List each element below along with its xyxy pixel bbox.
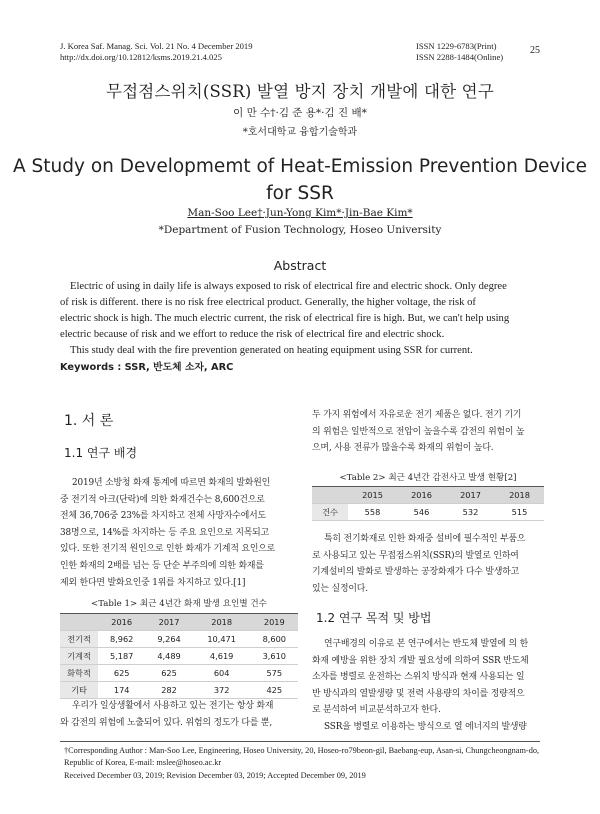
table-cell: 425 [251,682,298,699]
table-cell: 건수 [312,504,348,521]
table-cell: 515 [495,504,544,521]
page-number: 25 [530,45,540,56]
text-line: 특히 전기화재로 인한 화재중 설비에 필수적인 부품으 [324,534,526,544]
table-cell: 4,489 [145,648,192,665]
table-row [60,648,298,665]
table-header-row [312,487,544,504]
text-line: 있다. 또한 전기적 원인으로 인한 화재가 기계적 요인으로 [60,544,276,555]
table-cell: 2017 [145,614,192,631]
text-line: 중 전기적 아크(단락)에 의한 화재건수는 8,600건으로 [60,494,265,505]
text-line: 으며, 사용 전류가 많을수록 화재의 위험이 높다. [312,443,494,454]
table-header-row [60,614,298,631]
table-cell: 8,600 [251,631,298,648]
subsection-title-purpose: 1.2 연구 목적 및 방법 [316,611,432,625]
table-cell: 9,264 [145,631,192,648]
table-cell: 372 [193,682,251,699]
section-title-introduction: 1. 서 론 [64,413,114,429]
authors-english [0,207,600,219]
table-row [60,682,298,699]
text-line: 로 사용되고 있는 무접점스위치(SSR)의 발열로 인하여 [312,550,519,561]
title-english-line1: A Study on Developmemt of Heat-Emission Prevention Device [13,156,587,177]
table-cell: 604 [193,665,251,682]
abstract-heading: Abstract [273,258,327,273]
title-english-line2: for SSR [266,183,334,204]
table-cell: 기타 [60,682,98,699]
text-line: 38명으로, 14%를 차지하는 등 주요 요인으로 지목되고 [60,527,270,538]
table-cell: 2018 [495,487,544,504]
table2-caption: <Table 2> 최근 4년간 감전사고 발생 현황[2] [339,473,517,483]
table-cell: 532 [446,504,495,521]
right-paragraph-1 [312,407,544,457]
text-line: 기계설비의 발화로 발생하는 공장화재가 다수 발생하고 [312,567,520,578]
table-cell: 2015 [348,487,397,504]
table-cell: 174 [98,682,145,699]
table-cell: 575 [251,665,298,682]
table-cell: 2017 [446,487,495,504]
purpose-paragraph [312,636,544,736]
table-cell [312,487,348,504]
background-paragraph [60,475,298,591]
table-cell: 625 [145,665,192,682]
table-cell: 2016 [397,487,446,504]
abstract-line: Electric of using in daily life is always exposed to risk of electrical fire and electric shock. Only degree [70,281,507,292]
table-cell: 5,187 [98,648,145,665]
abstract-line: of risk is different. there is no risk free electrical product. Generally, the higher voltage, the risk of [60,297,476,308]
text-line: SSR을 병렬로 이용하는 방식으로 열 에너지의 발생량 [324,721,527,732]
abstract-line: electric shock is high. The much electric current, the risk of electrical fire is high. But, we can't help using [60,313,510,324]
footnote-dates: Received December 03, 2019; Revision December 03, 2019; Accepted December 09, 2019 [64,770,366,780]
abstract-line: electric because of risk and we effort to reduce the risk of electrical fire and electric shock. [60,329,445,340]
table-cell [60,614,98,631]
table-cell: 전기적 [60,631,98,648]
text-line: 반 방식과의 열발생량 및 전력 사용량의 차이를 정량적으 [312,688,525,699]
journal-citation: J. Korea Saf. Manag. Sci. Vol. 21 No. 4 December 2019 [60,41,253,51]
authors-english-text: Man-Soo Lee†·Jun-Yong Kim*·Jin-Bae Kim* [187,207,413,219]
table1-fire-causes [60,613,298,699]
table-cell: 2018 [193,614,251,631]
table-cell: 기계적 [60,648,98,665]
text-line: 로 분석하여 비교분석하고자 한다. [312,705,441,716]
text-line: 인한 화재의 2배를 넘는 등 단순 부주의에 의한 화재를 [60,560,264,571]
text-line: 소자를 병렬로 운전하는 스위치 방식과 현재 사용되는 일 [312,672,525,683]
table-cell: 625 [98,665,145,682]
doi-link[interactable]: http://dx.doi.org/10.12812/ksms.2019.21.4.025 [60,52,222,62]
table-cell: 4,619 [193,648,251,665]
table-row [60,665,298,682]
table-row [60,631,298,648]
table1-caption: <Table 1> 최근 4년간 화재 발생 요인별 건수 [91,599,267,609]
footnote-email: Republic of Korea, E-mail: mslee@hoseo.ac.kr [64,758,222,768]
table-cell: 3,610 [251,648,298,665]
footnote-divider [60,741,540,742]
table-cell: 화학적 [60,665,98,682]
table2-electric-shock [312,486,544,521]
table-cell: 10,471 [193,631,251,648]
table-row [312,504,544,521]
title-english [0,153,600,207]
text-line: 2019년 소방청 화재 통계에 따르면 화재의 발화원인 [72,478,271,488]
text-line: 의 위험은 일반적으로 전압이 높을수록 감전의 위험이 높 [312,426,525,437]
subsection-title-background: 1.1 연구 배경 [64,446,138,460]
authors-korean: 이 만 수†·김 준 용*·김 진 배* [233,107,367,119]
text-line: 화재 예방을 위한 장치 개발 필요성에 의하여 SSR 반도체 [312,655,529,666]
issn-print: ISSN 1229-6783(Print) [416,41,497,51]
text-line: 제외 한다면 발화요인중 1위를 차지하고 있다.[1] [60,577,246,588]
affiliation-korean: *호서대학교 융합기술학과 [242,127,358,138]
abstract-body [60,279,544,376]
footnote-corresponding-author: †Corresponding Author : Man-Soo Lee, Engineering, Hoseo University, 20, Hoseo-ro79beon-gil, Baebang-eup, Asan-si, Chungcheongnam-do, [64,746,540,755]
footnote [64,745,544,782]
table-cell: 282 [145,682,192,699]
issn-online: ISSN 2288-1484(Online) [416,52,504,62]
table-cell: 2019 [251,614,298,631]
text-line: 있는 실정이다. [312,583,368,594]
table-cell: 558 [348,504,397,521]
text-line: 두 가지 위험에서 자유로운 전기 제품은 없다. 전기 기기 [312,410,522,420]
keywords: Keywords : SSR, 반도체 소자, ARC [60,362,234,373]
right-paragraph-2 [312,531,544,597]
text-line: 우리가 일상생활에서 사용하고 있는 전기는 항상 화재 [72,701,274,711]
text-line: 전체 36,706중 23%를 차지하고 전체 사망자수에서도 [60,511,266,522]
risk-paragraph [60,698,298,731]
table-cell: 546 [397,504,446,521]
text-line: 연구배경의 이유로 본 연구에서는 반도체 발열에 의 한 [324,639,529,649]
affiliation-english: *Department of Fusion Technology, Hoseo University [158,224,442,236]
abstract-line: This study deal with the fire prevention generated on heating equipment using SSR for current. [70,345,473,356]
title-korean: 무접점스위치(SSR) 발열 방지 장치 개발에 대한 연구 [106,82,494,101]
table-cell: 2016 [98,614,145,631]
text-line: 와 감전의 위험에 노출되어 있다. 위험의 정도가 다를 뿐, [60,717,273,728]
table-cell: 8,962 [98,631,145,648]
